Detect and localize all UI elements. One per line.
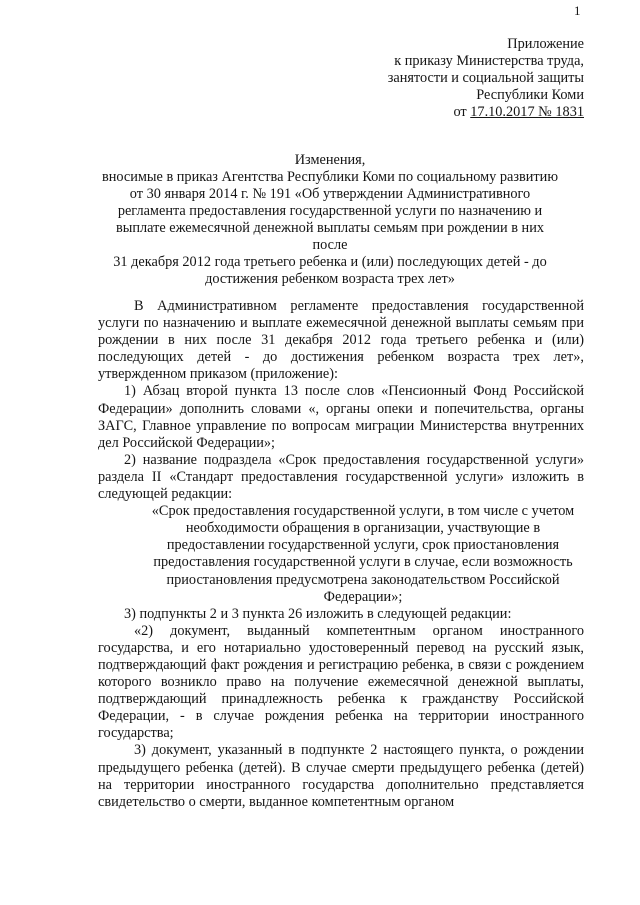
page-number: 1: [574, 3, 581, 18]
title-line: достижения ребенком возраста трех лет»: [205, 271, 455, 287]
appendix-header: [388, 36, 584, 121]
appendix-ministry: занятости и социальной защиты: [387, 70, 584, 86]
quote-line: предоставлении государственной услуги, срок приостановления: [166, 537, 560, 554]
order-value: 17.10.2017 № 1831: [470, 104, 584, 120]
quote-line: Федерации»;: [323, 588, 403, 605]
item-2-paragraph: 2) название подраздела «Срок предоставления государственной услуги» раздела II «Стандарт предоставления государственной услуги» изложить в следующей редакции:: [98, 451, 584, 503]
order-prefix: от: [453, 104, 471, 120]
quote-line: «Срок предоставления государственной услуги, в том числе с учетом: [151, 503, 575, 520]
title-heading: Изменения,: [294, 152, 366, 168]
title-line: регламента предоставления государственной услуги по назначению и: [117, 203, 543, 219]
document-title: [100, 152, 560, 288]
document-body: [98, 298, 584, 811]
subpoint-2-paragraph: «2) документ, выданный компетентным органом иностранного государства, и его нотариально удостоверенный перевод на русский язык, подтверждающий факт рождения и регистрацию ребенка, в связи с рождением которого возникло право на получение ежемесячной денежной выплаты, подтверждающий принадлежность ребенка к гражданству Российской Федерации, - в случае рождения ребенка на территории иностранного государства;: [98, 622, 584, 742]
title-line: от 30 января 2014 г. № 191 «Об утверждении Административного: [129, 186, 531, 202]
appendix-order-date: [388, 104, 584, 121]
item-3-paragraph: 3) подпункты 2 и 3 пункта 26 изложить в следующей редакции:: [124, 605, 512, 622]
quote-line: приостановления предусмотрена законодательством Российской: [166, 571, 560, 588]
appendix-republic: Республики Коми: [476, 87, 584, 103]
quote-line: предоставления государственной услуги в случае, если возможность: [153, 554, 573, 571]
intro-paragraph: В Административном регламенте предоставления государственной услуги по назначению и выплате ежемесячной денежной выплаты семьям при рождении в них после 31 декабря 2012 года третьего ребенка и (или) последующих детей - до достижения ребенком возраста трех лет», утвержденном приказом (приложение):: [98, 298, 584, 383]
title-line: 31 декабря 2012 года третьего ребенка и (или) последующих детей - до: [113, 254, 547, 270]
subpoint-3-paragraph: 3) документ, указанный в подпункте 2 настоящего пункта, о рождении предыдущего ребенка (детей). В случае смерти предыдущего ребенка (детей) на территории иностранного государства дополнительно представляется свидетельство о смерти, выданное компетентным органом: [98, 742, 584, 810]
title-line: выплате ежемесячной денежной выплаты семьям при рождении в них после: [115, 220, 544, 253]
quote-line: необходимости обращения в организации, участвующие в: [185, 520, 541, 537]
item-1-paragraph: 1) Абзац второй пункта 13 после слов «Пенсионный Фонд Российской Федерации» дополнить словами «, органы опеки и попечительства, органы ЗАГС, Главное управление по вопросам миграции Министерства внутренних дел Российской Федерации»;: [98, 383, 584, 451]
title-line: вносимые в приказ Агентства Республики Коми по социальному развитию: [101, 169, 559, 185]
quoted-subsection-title: [98, 503, 584, 606]
appendix-order-ref: к приказу Министерства труда,: [394, 53, 584, 69]
appendix-label: Приложение: [507, 36, 584, 52]
